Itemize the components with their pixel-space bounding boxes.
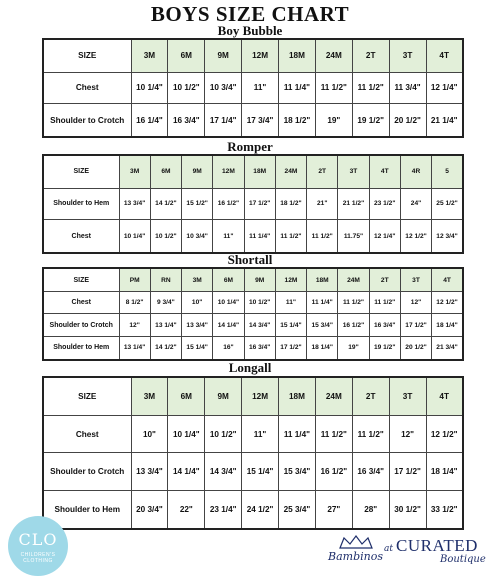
measurement-label: Chest	[43, 220, 119, 253]
measurement-value: 10 1/4"	[213, 292, 244, 314]
measurement-value: 12 3/4"	[432, 220, 463, 253]
size-column-header: 18M	[244, 155, 275, 188]
measurement-label: Shoulder to Hem	[43, 490, 131, 529]
measurement-value: 15 1/4"	[275, 314, 306, 336]
measurement-value: 11 1/2"	[315, 416, 352, 453]
measurement-value: 16 3/4"	[168, 104, 205, 137]
measurement-value: 21 1/2"	[338, 188, 369, 219]
measurement-value: 23 1/2"	[369, 188, 400, 219]
size-header-cell: SIZE	[43, 39, 131, 72]
measurement-label: Chest	[43, 292, 119, 314]
measurement-value: 19 1/2"	[352, 104, 389, 137]
header-row	[43, 377, 463, 416]
measurement-value: 25 3/4"	[279, 490, 316, 529]
measurement-value: 15 1/2"	[182, 188, 213, 219]
measurement-value: 12 1/2"	[432, 292, 463, 314]
measurement-value: 21"	[307, 188, 338, 219]
bambinos-logo-text: Bambinos	[328, 550, 383, 563]
measurement-value: 17 1/2"	[275, 336, 306, 360]
measurement-value: 16 3/4"	[369, 314, 400, 336]
clo-logo	[8, 516, 68, 576]
size-column-header: 6M	[168, 39, 205, 72]
size-column-header: 3T	[389, 39, 426, 72]
measurement-value: 15 1/4"	[242, 453, 279, 490]
measurement-value: 17 1/4"	[205, 104, 242, 137]
measurement-label: Shoulder to Hem	[43, 188, 119, 219]
size-column-header: 3M	[182, 268, 213, 292]
table-row	[43, 292, 463, 314]
measurement-value: 11 1/4"	[279, 72, 316, 104]
measurement-value: 20 1/2"	[389, 104, 426, 137]
measurement-value: 12"	[389, 416, 426, 453]
section-title-bubble: Boy Bubble	[217, 23, 283, 38]
size-column-header: 6M	[168, 377, 205, 416]
measurement-value: 25 1/2"	[432, 188, 463, 219]
crown-icon	[336, 532, 376, 552]
shortall-table	[42, 267, 464, 361]
measurement-value: 17 1/2"	[400, 314, 431, 336]
measurement-value: 11"	[242, 416, 279, 453]
size-column-header: 6M	[150, 155, 181, 188]
measurement-value: 12"	[400, 292, 431, 314]
measurement-value: 17 3/4"	[242, 104, 279, 137]
size-column-header: 3M	[131, 39, 168, 72]
table-row	[43, 188, 463, 219]
size-column-header: 24M	[338, 268, 369, 292]
clo-logo-subtitle: CHILDREN'S CLOTHING	[20, 552, 56, 564]
measurement-value: 10 1/2"	[168, 72, 205, 104]
measurement-value: 11 1/2"	[338, 292, 369, 314]
size-column-header: 9M	[244, 268, 275, 292]
measurement-value: 30 1/2"	[389, 490, 426, 529]
measurement-label: Shoulder to Crotch	[43, 314, 119, 336]
size-column-header: 3T	[400, 268, 431, 292]
header-row	[43, 155, 463, 188]
size-column-header: 24M	[315, 39, 352, 72]
measurement-value: 15 1/4"	[182, 336, 213, 360]
measurement-value: 18 1/2"	[279, 104, 316, 137]
size-column-header: 4T	[426, 39, 463, 72]
measurement-value: 17 1/2"	[389, 453, 426, 490]
measurement-value: 10 3/4"	[182, 220, 213, 253]
measurement-value: 17 1/2"	[244, 188, 275, 219]
measurement-label: Chest	[43, 72, 131, 104]
size-column-header: 3T	[338, 155, 369, 188]
size-column-header: PM	[119, 268, 150, 292]
size-column-header: 9M	[205, 39, 242, 72]
measurement-value: 11 1/2"	[352, 416, 389, 453]
section-title-romper: Romper	[227, 139, 273, 154]
measurement-value: 11 1/2"	[315, 72, 352, 104]
measurement-value: 9 3/4"	[150, 292, 181, 314]
measurement-value: 21 1/4"	[426, 104, 463, 137]
measurement-value: 11 1/2"	[369, 292, 400, 314]
measurement-value: 13 3/4"	[131, 453, 168, 490]
measurement-value: 12 1/2"	[426, 416, 463, 453]
size-column-header: 2T	[307, 155, 338, 188]
measurement-value: 21 3/4"	[432, 336, 463, 360]
curated-boutique-logo	[328, 532, 498, 578]
table-row	[43, 104, 463, 137]
size-column-header: 4T	[369, 155, 400, 188]
table-row	[43, 72, 463, 104]
size-column-header: 12M	[242, 39, 279, 72]
measurement-value: 27"	[315, 490, 352, 529]
measurement-label: Shoulder to Hem	[43, 336, 119, 360]
measurement-label: Chest	[43, 416, 131, 453]
measurement-value: 18 1/4"	[426, 453, 463, 490]
size-header-cell: SIZE	[43, 268, 119, 292]
measurement-value: 11.75"	[338, 220, 369, 253]
measurement-value: 19"	[338, 336, 369, 360]
measurement-value: 14 3/4"	[244, 314, 275, 336]
measurement-value: 12 1/2"	[400, 220, 431, 253]
romper-table	[42, 154, 464, 254]
size-column-header: 2T	[369, 268, 400, 292]
measurement-value: 18 1/4"	[432, 314, 463, 336]
table-row	[43, 416, 463, 453]
measurement-value: 19"	[315, 104, 352, 137]
size-header-cell: SIZE	[43, 155, 119, 188]
measurement-value: 8 1/2"	[119, 292, 150, 314]
measurement-value: 14 1/2"	[150, 188, 181, 219]
measurement-value: 28"	[352, 490, 389, 529]
clo-logo-text: CLO	[18, 530, 58, 549]
section-title-longall: Longall	[228, 360, 272, 375]
measurement-value: 11 1/4"	[244, 220, 275, 253]
measurement-value: 13 1/4"	[119, 336, 150, 360]
measurement-value: 10 1/4"	[131, 72, 168, 104]
measurement-value: 23 1/4"	[205, 490, 242, 529]
size-column-header: 24M	[315, 377, 352, 416]
measurement-value: 18 1/4"	[307, 336, 338, 360]
measurement-label: Shoulder to Crotch	[43, 104, 131, 137]
size-column-header: 18M	[307, 268, 338, 292]
size-column-header: 24M	[275, 155, 306, 188]
measurement-value: 11 1/2"	[307, 220, 338, 253]
measurement-value: 13 1/4"	[150, 314, 181, 336]
measurement-value: 24 1/2"	[242, 490, 279, 529]
size-column-header: 18M	[279, 377, 316, 416]
size-column-header: 9M	[205, 377, 242, 416]
measurement-value: 12 1/4"	[369, 220, 400, 253]
measurement-value: 13 3/4"	[119, 188, 150, 219]
size-column-header: 3T	[389, 377, 426, 416]
measurement-value: 16 1/2"	[338, 314, 369, 336]
measurement-value: 10 1/4"	[119, 220, 150, 253]
measurement-value: 12"	[119, 314, 150, 336]
measurement-value: 16 1/4"	[131, 104, 168, 137]
measurement-value: 11"	[213, 220, 244, 253]
size-column-header: 6M	[213, 268, 244, 292]
table-row	[43, 314, 463, 336]
measurement-value: 19 1/2"	[369, 336, 400, 360]
measurement-value: 15 3/4"	[307, 314, 338, 336]
longall-table	[42, 376, 464, 530]
measurement-value: 24"	[400, 188, 431, 219]
measurement-value: 10 1/2"	[205, 416, 242, 453]
page-title: BOYS SIZE CHART	[150, 2, 350, 26]
size-column-header: 12M	[242, 377, 279, 416]
measurement-value: 16"	[213, 336, 244, 360]
table-row	[43, 490, 463, 529]
boutique-logo-text: Boutique	[440, 554, 486, 565]
measurement-value: 11"	[275, 292, 306, 314]
measurement-value: 10 3/4"	[205, 72, 242, 104]
size-column-header: 9M	[182, 155, 213, 188]
logo-at-text: at	[384, 544, 393, 554]
measurement-value: 10 1/2"	[244, 292, 275, 314]
measurement-label: Shoulder to Crotch	[43, 453, 131, 490]
size-column-header: 2T	[352, 377, 389, 416]
size-column-header: 3M	[119, 155, 150, 188]
measurement-value: 20 1/2"	[400, 336, 431, 360]
measurement-value: 10 1/2"	[150, 220, 181, 253]
measurement-value: 20 3/4"	[131, 490, 168, 529]
size-column-header: 4T	[426, 377, 463, 416]
measurement-value: 11 1/4"	[307, 292, 338, 314]
measurement-value: 11 1/2"	[275, 220, 306, 253]
measurement-value: 33 1/2"	[426, 490, 463, 529]
size-column-header: 2T	[352, 39, 389, 72]
measurement-value: 11 3/4"	[389, 72, 426, 104]
measurement-value: 11"	[242, 72, 279, 104]
size-header-cell: SIZE	[43, 377, 131, 416]
size-column-header: 4T	[432, 268, 463, 292]
measurement-value: 16 1/2"	[213, 188, 244, 219]
measurement-value: 18 1/2"	[275, 188, 306, 219]
measurement-value: 14 3/4"	[205, 453, 242, 490]
measurement-value: 10 1/4"	[168, 416, 205, 453]
measurement-value: 16 1/2"	[315, 453, 352, 490]
size-column-header: 18M	[279, 39, 316, 72]
size-column-header: 3M	[131, 377, 168, 416]
measurement-value: 12 1/4"	[426, 72, 463, 104]
measurement-value: 22"	[168, 490, 205, 529]
header-row	[43, 268, 463, 292]
measurement-value: 14 1/2"	[150, 336, 181, 360]
measurement-value: 10"	[182, 292, 213, 314]
measurement-value: 16 3/4"	[352, 453, 389, 490]
size-column-header: 12M	[213, 155, 244, 188]
measurement-value: 11 1/4"	[279, 416, 316, 453]
size-column-header: 5	[432, 155, 463, 188]
measurement-value: 11 1/2"	[352, 72, 389, 104]
table-row	[43, 220, 463, 253]
size-column-header: RN	[150, 268, 181, 292]
table-row	[43, 453, 463, 490]
measurement-value: 16 3/4"	[244, 336, 275, 360]
measurement-value: 14 1/4"	[168, 453, 205, 490]
boy-bubble-table	[42, 38, 464, 138]
measurement-value: 10"	[131, 416, 168, 453]
measurement-value: 15 3/4"	[279, 453, 316, 490]
size-column-header: 12M	[275, 268, 306, 292]
measurement-value: 14 1/4"	[213, 314, 244, 336]
section-title-shortall: Shortall	[227, 252, 273, 267]
header-row	[43, 39, 463, 72]
table-row	[43, 336, 463, 360]
curated-logo-text: CURATED	[396, 536, 478, 555]
size-column-header: 4R	[400, 155, 431, 188]
measurement-value: 13 3/4"	[182, 314, 213, 336]
